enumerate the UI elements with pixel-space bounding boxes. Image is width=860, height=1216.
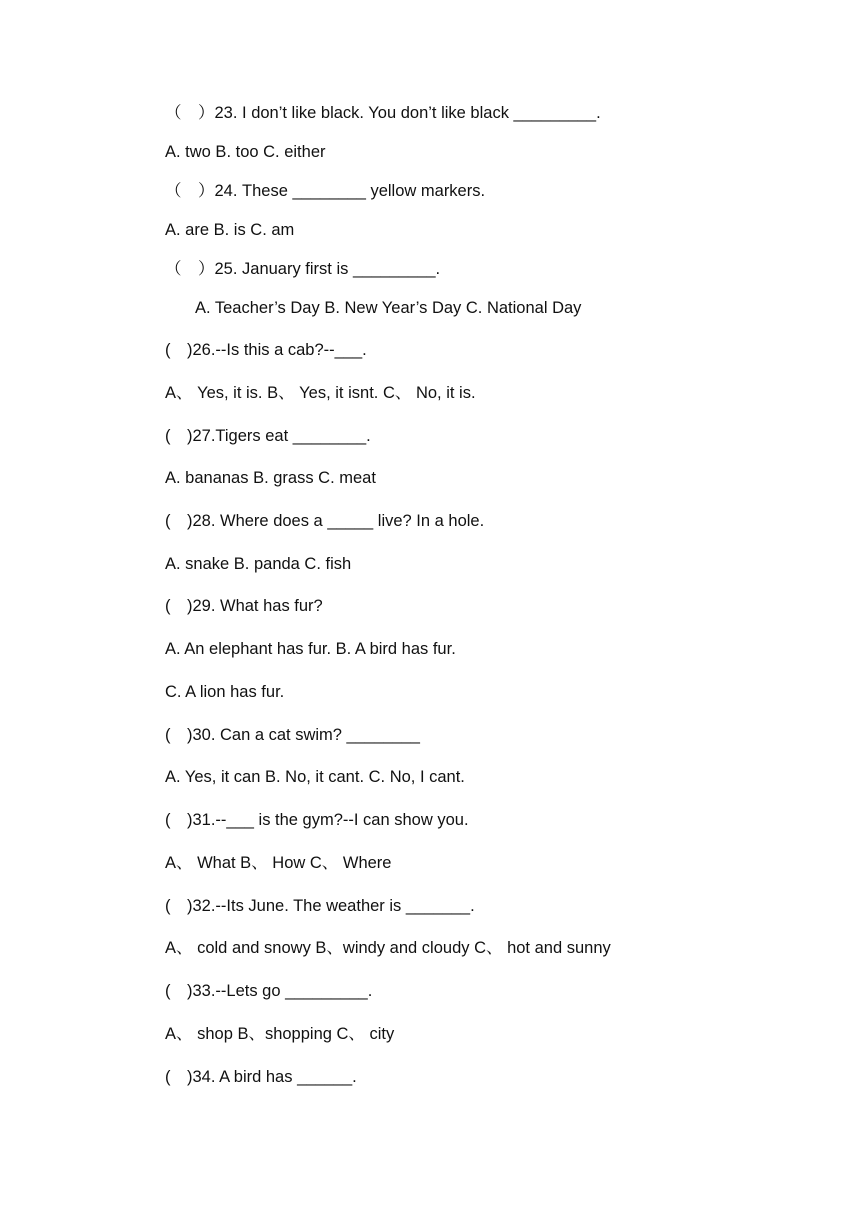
question-30: ( )30. Can a cat swim? ________	[165, 726, 420, 744]
question-29: ( )29. What has fur?	[165, 597, 323, 615]
options-29-ab: A. An elephant has fur. B. A bird has fur.	[165, 640, 456, 658]
options-29-c: C. A lion has fur.	[165, 683, 285, 701]
options-24: A. are B. is C. am	[165, 221, 295, 239]
options-30: A. Yes, it can B. No, it cant. C. No, I cant.	[165, 768, 465, 786]
question-33: ( )33.--Lets go _________.	[165, 982, 373, 1000]
question-28: ( )28. Where does a _____ live? In a hole.	[165, 512, 485, 530]
options-25: A. Teacher’s Day B. New Year’s Day C. National Day	[195, 299, 582, 317]
question-23: （ ）23. I don’t like black. You don’t like black _________.	[165, 104, 601, 122]
options-23: A. two B. too C. either	[165, 143, 326, 161]
question-31: ( )31.--___ is the gym?--I can show you.	[165, 811, 469, 829]
question-32: ( )32.--Its June. The weather is _______.	[165, 897, 475, 915]
options-32: A、 cold and snowy B、windy and cloudy C、 hot and sunny	[165, 939, 611, 957]
question-26: ( )26.--Is this a cab?--___.	[165, 341, 367, 359]
question-25: （ ）25. January first is _________.	[165, 260, 441, 278]
options-33: A、 shop B、shopping C、 city	[165, 1025, 395, 1043]
question-34: ( )34. A bird has ______.	[165, 1068, 357, 1086]
options-27: A. bananas B. grass C. meat	[165, 469, 376, 487]
options-28: A. snake B. panda C. fish	[165, 555, 352, 573]
options-31: A、 What B、 How C、 Where	[165, 854, 392, 872]
question-27: ( )27.Tigers eat ________.	[165, 427, 371, 445]
options-26: A、 Yes, it is. B、 Yes, it isnt. C、 No, it is.	[165, 384, 476, 402]
question-24: （ ）24. These ________ yellow markers.	[165, 182, 486, 200]
